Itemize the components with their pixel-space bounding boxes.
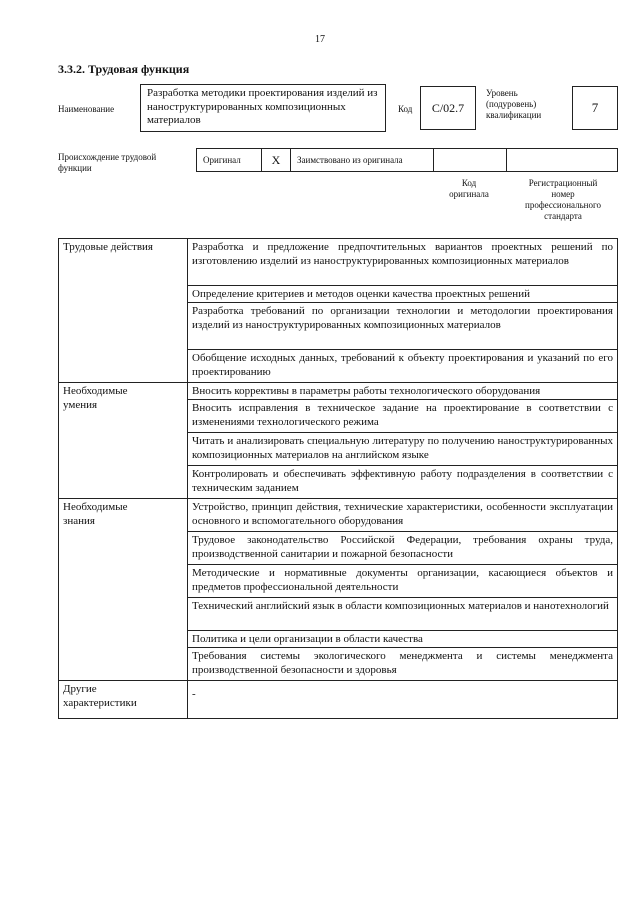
knowledge-item: Требования системы экологического менеджмента и системы менеджмента производственной безопасности и здоровья [188, 648, 618, 681]
page-number: 17 [315, 34, 325, 45]
level-value-box: 7 [572, 86, 618, 130]
function-name-box: Разработка методики проектирования изделий из наноструктурированных композиционных материалов [140, 84, 386, 132]
table-row [59, 383, 618, 400]
origin-label-line1: Происхождение трудовой [58, 152, 157, 162]
other-value: - [188, 681, 618, 719]
requirements-table [58, 238, 618, 719]
table-row [59, 499, 618, 532]
skill-item: Вносить исправления в техническое задание на проектирование в соответствии с изменениями технологического режима [188, 400, 618, 433]
registration-number-cell [507, 149, 618, 172]
origin-label [58, 152, 156, 174]
code-value-box: С/02.7 [420, 86, 476, 130]
registration-caption-line3: профессионального [525, 200, 601, 210]
origin-table [196, 148, 618, 172]
level-label-line1: Уровень [486, 88, 518, 98]
knowledge-label-line2: знания [63, 515, 95, 527]
original-mark-cell: X [262, 149, 291, 172]
skills-label-line1: Необходимые [63, 385, 128, 397]
other-label [59, 681, 188, 719]
level-label [486, 88, 541, 121]
level-label-line2: (подуровень) [486, 99, 537, 109]
other-label-line2: характеристики [63, 697, 137, 709]
labor-action-item: Обобщение исходных данных, требований к объекту проектирования и указаний по его проектированию [188, 350, 618, 383]
skill-item: Контролировать и обеспечивать эффективную работу подразделения в соответствии с техническим заданием [188, 466, 618, 499]
original-code-cell [434, 149, 507, 172]
knowledge-label-line1: Необходимые [63, 501, 128, 513]
labor-action-item: Определение критериев и методов оценки качества проектных решений [188, 286, 618, 303]
registration-caption-line2: номер [551, 189, 575, 199]
skills-label-line2: умения [63, 399, 98, 411]
registration-number-caption [508, 178, 618, 222]
knowledge-item: Технический английский язык в области композиционных материалов и нанотехнологий [188, 598, 618, 631]
original-label-cell: Оригинал [197, 149, 262, 172]
registration-caption-line1: Регистрационный [528, 178, 598, 188]
knowledge-item: Методические и нормативные документы организации, касающиеся объектов и предметов профессиональной деятельности [188, 565, 618, 598]
original-code-caption-line2: оригинала [449, 189, 489, 199]
registration-caption-line4: стандарта [544, 211, 582, 221]
section-title: 3.3.2. Трудовая функция [58, 62, 190, 76]
table-row [59, 239, 618, 286]
other-label-line1: Другие [63, 683, 97, 695]
name-label: Наименование [58, 104, 115, 114]
knowledge-item: Устройство, принцип действия, технические характеристики, особенности эксплуатации основного и вспомогательного оборудования [188, 499, 618, 532]
knowledge-label [59, 499, 188, 681]
knowledge-item: Политика и цели организации в области качества [188, 631, 618, 648]
labor-action-item: Разработка и предложение предпочтительных вариантов проектных решений по изготовлению изделий из наноструктурированных композиционных материалов [188, 239, 618, 286]
origin-label-line2: функции [58, 163, 92, 173]
code-label: Код [398, 104, 413, 114]
original-code-caption-line1: Код [461, 178, 477, 188]
table-row [59, 681, 618, 719]
skill-item: Вносить коррективы в параметры работы технологического оборудования [188, 383, 618, 400]
skills-label [59, 383, 188, 499]
level-label-line3: квалификации [486, 110, 542, 120]
skill-item: Читать и анализировать специальную литературу по получению наноструктурированных композиционных материалов на английском языке [188, 433, 618, 466]
labor-action-item: Разработка требований по организации технологии и методологии проектирования изделий из наноструктурированных композиционных материалов [188, 303, 618, 350]
labor-actions-label: Трудовые действия [59, 239, 188, 383]
borrowed-label-cell: Заимствовано из оригинала [291, 149, 434, 172]
knowledge-item: Трудовое законодательство Российской Федерации, требования охраны труда, производственной санитарии и пожарной безопасности [188, 532, 618, 565]
original-code-caption [434, 178, 504, 200]
